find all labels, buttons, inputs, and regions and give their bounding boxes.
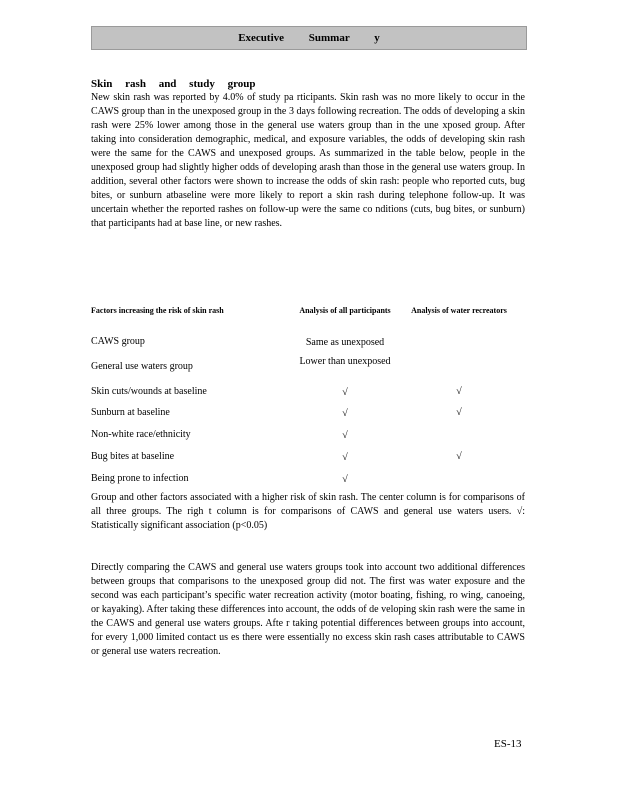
table-header-factors: Factors increasing the risk of skin rash [91,306,224,315]
table-cell-water: √ [456,386,462,397]
paragraph-intro: New skin rash was reported by 4.0% of study pa rticipants. Skin rash was no more likely to occur in the CAWS group than in the unexposed group in the 3 days following recreation. The odds of developing a skin rash were 25% lower among those in the general use waters group than in the une xposed group. After taking into consideration demographic, medical, and exposure variables, the odds of developing skin rash were the same for the CAWS and unexposed groups. As summarized in the table below, people in the unexposed group had slightly higher odds of developing arash than those in the general use waters group. In addition, several other factors were shown to increase the odds of skin rash: people who reported cuts, bug bites, or sunburn atbaseline were more likely to report a skin rash during telephone follow-up. It was uncertain whether the reported rashes on follow-up were the same co nditions (cuts, bug bites, or sunburn) that participants had at base line, or new rashes. [91,92,525,229]
table-caption: Group and other factors associated with a higher risk of skin rash. The center column is for comparisons of all three groups. The righ t column is for comparisons of CAWS and general use waters users. √: Statistically significant association (p<0.05) [91,492,525,531]
table-row [91,407,525,427]
paragraph-comparison: Directly comparing the CAWS and general use waters groups took into account two additional differences between groups that comparisons to the unexposed group did not. The first was water exposure and the second was each participant’s specific water recreation activity (motor boating, fishing, ro wing, canoeing, or kayaking). After taking these differences into account, the odds of de veloping skin rash were the same in the CAWS and general use waters groups. Afte r taking potential differences between groups into account, for every 1,000 limited contact us es there were essentially no excess skin rash cases attributable to CAWS or general use waters recreation. [91,562,525,657]
table-cell-factor: Non-white race/ethnicity [91,429,191,440]
header-bar [91,26,527,50]
table-cell-factor: Skin cuts/wounds at baseline [91,386,207,397]
table-cell-all: √ [342,452,348,463]
table-cell-all: √ [342,387,348,398]
table-cell-all: Lower than unexposed [299,356,391,367]
table-row [91,386,525,406]
section-title: Skin rash and study group [91,78,256,90]
table-cell-factor: Being prone to infection [91,473,189,484]
table-cell-water: √ [456,451,462,462]
table-cell-factor: Sunburn at baseline [91,407,170,418]
table-cell-factor: CAWS group [91,336,145,347]
table-row [91,336,525,356]
table-row [91,429,525,449]
table-cell-water: √ [456,407,462,418]
table-cell-all: √ [342,474,348,485]
table-row [91,473,525,493]
table-cell-all: √ [342,430,348,441]
table-cell-all: Same as unexposed [305,337,385,348]
table-header-water-recreators: Analysis of water recreators [411,306,507,315]
table-row [91,355,525,383]
table-header-all-participants: Analysis of all participants [299,306,391,315]
table-row [91,451,525,471]
table-cell-factor: Bug bites at baseline [91,451,175,462]
page-number: ES-13 [494,738,522,750]
table-cell-factor: General use waters group [91,361,193,372]
table-cell-all: √ [342,408,348,419]
page-title: Executive Summar y [238,32,380,44]
